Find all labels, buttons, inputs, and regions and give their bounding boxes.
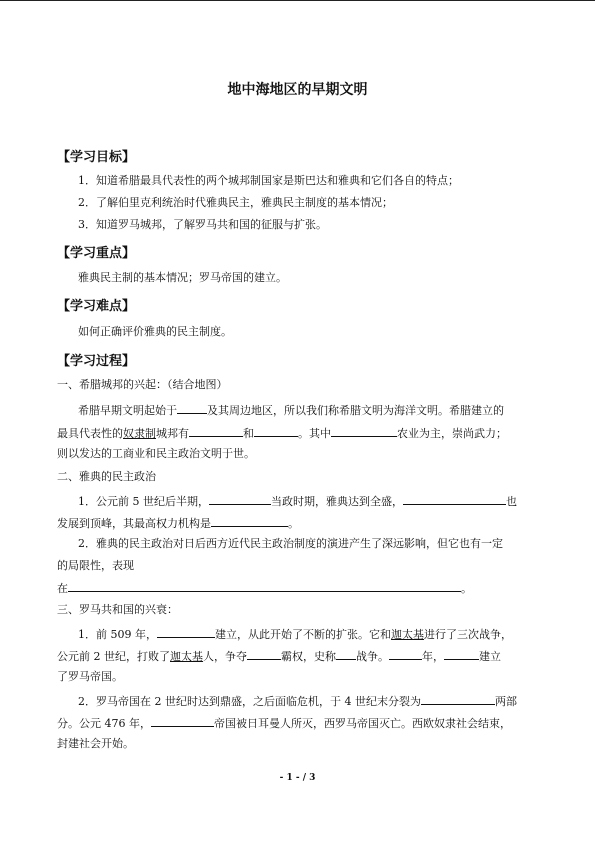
- part1-line3: 则以发达的工商业和民主政治文明于世。: [57, 447, 255, 460]
- part2-line1: 1．公元前 5 世纪后半期， 当政时期，雅典达到全盛， 也: [78, 495, 517, 508]
- goal-1: 1．知道希腊最具代表性的两个城邦制国家是斯巴达和雅典和它们各自的特点；: [78, 174, 459, 187]
- heading-key-points: 【学习重点】: [57, 246, 136, 261]
- page-title: 地中海地区的早期文明: [227, 82, 368, 98]
- blank[interactable]: [68, 580, 461, 592]
- blank[interactable]: [247, 648, 281, 660]
- part2-line2: 发展到顶峰，其最高权力机构是 。: [57, 517, 299, 530]
- blank[interactable]: [151, 715, 214, 727]
- part1-line1: 希腊早期文明起始于 及其周边地区，所以我们称希腊文明为海洋文明。希腊建立的: [78, 404, 504, 417]
- part3-line5: 分。公元 476 年， 帝国被日耳曼人所灭，西罗马帝国灭亡。西欧奴隶社会结束，: [57, 717, 511, 730]
- part2-line3: 2．雅典的民主政治对日后西方近代民主政治制度的演进产生了深远影响，但它也有一定: [78, 537, 503, 550]
- difficulties-text: 如何正确评价雅典的民主制度。: [78, 325, 232, 338]
- part1-heading: 一、希腊城邦的兴起：（结合地图）: [57, 378, 228, 391]
- part3-line2: 公元前 2 世纪，打败了迦太基人，争夺 霸权，史称 战争。 年， 建立: [57, 650, 501, 663]
- blank[interactable]: [331, 425, 397, 437]
- heading-goals: 【学习目标】: [57, 150, 136, 165]
- part2-line4: 的局限性，表现: [57, 559, 134, 572]
- page-number: - 1 - / 3: [279, 773, 316, 783]
- goal-2: 2．了解伯里克利统治时代雅典民主，雅典民主制度的基本情况；: [78, 196, 393, 209]
- blank[interactable]: [336, 648, 356, 660]
- part3-heading: 三、罗马共和国的兴衰：: [57, 603, 178, 616]
- blank[interactable]: [177, 402, 207, 414]
- heading-difficulties: 【学习难点】: [57, 299, 136, 314]
- blank[interactable]: [189, 425, 243, 437]
- blank[interactable]: [157, 626, 215, 638]
- heading-process: 【学习过程】: [57, 354, 136, 369]
- blank[interactable]: [403, 493, 506, 505]
- part3-line6: 封建社会开始。: [57, 737, 134, 750]
- blank[interactable]: [209, 493, 271, 505]
- part3-line3: 了罗马帝国。: [57, 670, 123, 683]
- blank[interactable]: [444, 648, 479, 660]
- blank[interactable]: [211, 515, 288, 527]
- part2-line5: 在 。: [57, 582, 472, 595]
- part3-line4: 2．罗马帝国在 2 世纪时达到鼎盛，之后面临危机，于 4 世纪末分裂为 两部: [78, 695, 517, 708]
- blank[interactable]: [254, 425, 298, 437]
- key-points-text: 雅典民主制的基本情况；罗马帝国的建立。: [78, 271, 287, 284]
- part3-line1: 1．前 509 年， 建立，从此开始了不断的扩张。它和迦太基进行了三次战争，: [78, 628, 512, 641]
- part2-heading: 二、雅典的民主政治: [57, 470, 156, 483]
- part1-line2: 最具代表性的奴隶制城邦有 和 。其中 农业为主，崇尚武力；: [57, 427, 507, 440]
- blank[interactable]: [389, 648, 422, 660]
- blank[interactable]: [421, 693, 495, 705]
- goal-3: 3．知道罗马城邦，了解罗马共和国的征服与扩张。: [78, 218, 327, 231]
- top-rule: [0, 0, 595, 1]
